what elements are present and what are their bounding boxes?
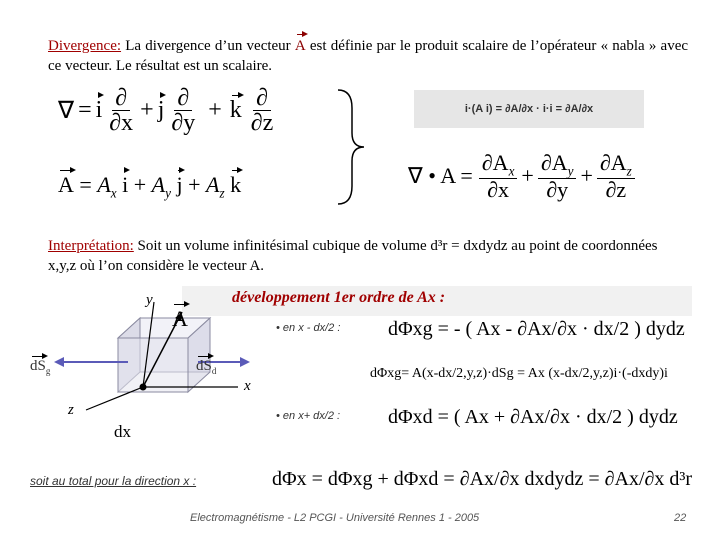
plus-sign: +: [188, 172, 201, 197]
unit-vector-i: i: [122, 172, 129, 197]
dSd-label: [196, 358, 216, 376]
unit-vector-k: k: [230, 172, 242, 197]
dSg-arrowhead: [54, 357, 64, 367]
intro-paragraph: [48, 36, 688, 76]
y-axis-label: y: [146, 292, 153, 308]
nabla-symbol: ∇: [58, 98, 75, 124]
z-axis: [86, 387, 143, 410]
right-face-flux-formula: dΦxd = ( Ax + ∂Ax/∂x · dx/2 ) dydz: [388, 406, 678, 428]
cube-front-face: [118, 338, 188, 392]
partial-z-fraction: [248, 86, 277, 135]
right-face-label: • en x+ dx/2 :: [276, 410, 341, 422]
dSd-subscript: d: [211, 366, 217, 376]
div-lhs: ∇ • A =: [408, 163, 473, 189]
plus-sign: +: [133, 172, 147, 197]
left-face-label: • en x - dx/2 :: [276, 322, 341, 334]
divergence-formula: [408, 152, 635, 201]
vector-A-symbol: A: [294, 38, 306, 54]
footer-text: Electromagnétisme - L2 PCGI - Université Rennes 1 - 2005: [190, 512, 480, 524]
unit-vector-i: i: [95, 97, 103, 123]
intro-text-1: La divergence d’un vecteur: [125, 38, 291, 54]
vector-definition: [58, 172, 241, 201]
dSd-text: dS: [196, 358, 212, 374]
total-flux-formula: dΦx = dΦxg + dΦxd = ∂Ax/∂x dxdydz = ∂Ax/∂x d³r: [272, 468, 693, 490]
origin-point: [140, 384, 147, 391]
dSg-text: dS: [30, 358, 46, 374]
vector-A: A: [58, 172, 74, 197]
dSg-subscript: g: [45, 366, 51, 376]
numerator-dA: ∂A: [481, 150, 509, 175]
x-axis-label: x: [244, 378, 251, 394]
dAy-dy-fraction: [538, 152, 577, 201]
plus-sign: +: [580, 163, 593, 189]
subscript-y: y: [165, 185, 171, 201]
interpretation-paragraph: [48, 236, 688, 276]
fraction-denominator: ∂y: [171, 110, 196, 136]
z-axis-label: z: [68, 402, 74, 418]
denominator-dz: ∂z: [605, 176, 627, 202]
intro-text-2: est définie par le produit scalaire de l’opérateur « nabla » avec ce vecteur. Le résultat est un scalaire.: [48, 38, 689, 74]
dx-label: dx: [114, 422, 131, 441]
subscript-x: x: [508, 163, 515, 179]
numerator-dA: ∂A: [599, 150, 627, 175]
unit-vector-k: k: [229, 97, 242, 123]
subscript-z: z: [626, 163, 632, 179]
unit-vector-j: j: [176, 172, 183, 197]
equals-sign: =: [78, 97, 92, 123]
fraction-denominator: ∂x: [109, 110, 134, 136]
fraction-denominator: ∂z: [250, 110, 274, 136]
dAz-dz-fraction: [597, 152, 635, 201]
fraction-numerator: ∂: [112, 86, 130, 111]
unit-vector-j: j: [157, 97, 165, 123]
nabla-definition: [58, 86, 276, 135]
plus-sign: +: [140, 97, 154, 123]
dot-product-text: i·(A i) = ∂A/∂x · i·i = ∂A/∂x: [464, 103, 594, 115]
section-label-interpretation: Interprétation:: [48, 238, 134, 254]
subscript-z: z: [219, 185, 225, 201]
section-label-divergence: Divergence:: [48, 38, 122, 54]
numerator-dA: ∂A: [540, 150, 568, 175]
equals-sign: =: [79, 172, 92, 197]
denominator-dy: ∂y: [546, 176, 569, 202]
subscript-x: x: [110, 185, 117, 201]
dot-product-box: [414, 90, 644, 128]
cube-vector-A-label: A: [172, 306, 188, 331]
subscript-y: y: [567, 163, 574, 179]
cube-diagram: [28, 290, 268, 450]
component-Az: A: [206, 172, 220, 197]
development-title: développement 1er ordre de Ax :: [232, 289, 446, 306]
dSd-arrowhead: [240, 357, 250, 367]
partial-x-fraction: [106, 86, 136, 135]
dAx-dx-fraction: [479, 152, 518, 201]
partial-y-fraction: [168, 86, 198, 135]
plus-sign: +: [208, 97, 222, 123]
plus-sign: +: [521, 163, 534, 189]
fraction-numerator: ∂: [253, 86, 271, 111]
total-label: soit au total pour la direction x :: [30, 474, 197, 488]
component-Ay: A: [151, 172, 166, 197]
interpretation-text: Soit un volume infinitésimal cubique de volume d³r = dxdydz au point de coordonnées x,y,z où l’on considère le vecteur A.: [48, 238, 658, 274]
component-Ax: A: [97, 172, 111, 197]
fraction-numerator: ∂: [174, 86, 192, 111]
page-number: 22: [674, 512, 687, 524]
left-face-flux-detail: dΦxg= A(x-dx/2,y,z)·dSg = Ax (x-dx/2,y,z)i·(-dxdy)i: [370, 366, 668, 381]
dSg-label: [30, 358, 50, 376]
left-face-flux-formula: dΦxg = - ( Ax - ∂Ax/∂x · dx/2 ) dydz: [388, 318, 685, 340]
curly-brace-icon: [336, 88, 366, 206]
denominator-dx: ∂x: [487, 176, 510, 202]
